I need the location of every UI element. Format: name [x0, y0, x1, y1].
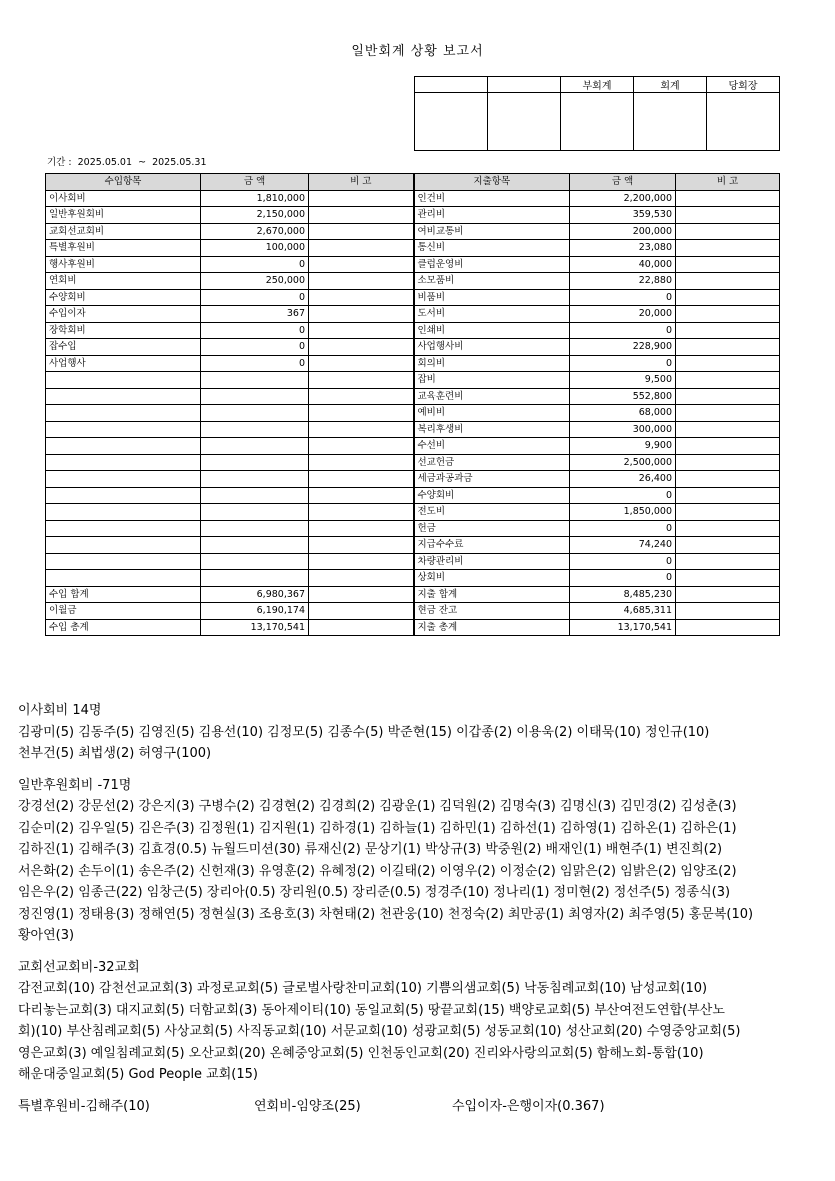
- ledger-row: [46, 207, 780, 224]
- expense-item: 예비비: [414, 405, 570, 422]
- expense-item: 지출 합계: [414, 586, 570, 603]
- income-item: [46, 421, 201, 438]
- income-amount: [201, 421, 309, 438]
- income-amount: 250,000: [201, 273, 309, 290]
- income-amount: 13,170,541: [201, 619, 309, 636]
- income-item: 이월금: [46, 603, 201, 620]
- header-expense-item: 지출항목: [414, 174, 570, 191]
- income-item: 행사후원비: [46, 256, 201, 273]
- expense-note: [676, 504, 780, 521]
- income-note: [309, 306, 414, 323]
- income-item: [46, 471, 201, 488]
- expense-note: [676, 454, 780, 471]
- general-line: 김순미(2) 김우일(5) 김은주(3) 김정원(1) 김지원(1) 김하경(1) 김하늘(1) 김하민(1) 김하선(1) 김하영(1) 김하온(1) 김하은(1): [18, 820, 737, 836]
- period: [47, 154, 207, 168]
- expense-item: 수선비: [414, 438, 570, 455]
- page-title: 일반회계 상황 보고서: [351, 44, 484, 59]
- expense-note: [676, 586, 780, 603]
- income-note: [309, 273, 414, 290]
- expense-item: 소모품비: [414, 273, 570, 290]
- period-label: 기간 :: [47, 157, 72, 168]
- income-amount: 0: [201, 355, 309, 372]
- expense-note: [676, 520, 780, 537]
- income-amount: [201, 487, 309, 504]
- income-amount: [201, 372, 309, 389]
- general-title: 일반후원회비 -71명: [18, 777, 132, 793]
- ledger-row: [46, 273, 780, 290]
- expense-note: [676, 421, 780, 438]
- general-line: 강경선(2) 강문선(2) 강은지(3) 구병수(2) 김경현(2) 김경희(2) 김광운(1) 김덕원(2) 김명숙(3) 김명신(3) 김민경(2) 김성춘(3): [18, 799, 737, 814]
- expense-amount: 200,000: [570, 223, 676, 240]
- income-item: 사업행사: [46, 355, 201, 372]
- income-note: [309, 372, 414, 389]
- general-line: 김하진(1) 김해주(3) 김효경(0.5) 뉴월드미션(30) 류재신(2) 문상기(1) 박상규(3) 박중원(2) 배재인(1) 배현주(1) 변진희(2): [18, 842, 723, 857]
- expense-note: [676, 553, 780, 570]
- ledger-row: [46, 553, 780, 570]
- income-amount: [201, 471, 309, 488]
- expense-note: [676, 355, 780, 372]
- income-item: [46, 570, 201, 587]
- income-amount: [201, 504, 309, 521]
- header-expense-note: 비 고: [676, 174, 780, 191]
- income-amount: 6,190,174: [201, 603, 309, 620]
- special-donation: 특별후원비-김해주(10): [18, 1098, 150, 1114]
- approval-header-treasurer: 회계: [634, 77, 707, 93]
- ledger-row: [46, 388, 780, 405]
- expense-item: 지출 총계: [414, 619, 570, 636]
- expense-amount: 9,900: [570, 438, 676, 455]
- income-amount: [201, 520, 309, 537]
- expense-item: 복리후생비: [414, 421, 570, 438]
- expense-item: 잡비: [414, 372, 570, 389]
- income-amount: 0: [201, 339, 309, 356]
- expense-item: 차량관리비: [414, 553, 570, 570]
- approval-box: [414, 76, 780, 151]
- expense-note: [676, 322, 780, 339]
- expense-note: [676, 388, 780, 405]
- approval-header-1: [415, 77, 488, 93]
- expense-item: 통신비: [414, 240, 570, 257]
- general-line: 정진영(1) 정태용(3) 정해연(5) 정현실(3) 조용호(3) 차현태(2) 천관웅(10) 천정숙(2) 최만공(1) 최영자(2) 최주영(5) 홍문복(10): [18, 906, 754, 922]
- expense-note: [676, 487, 780, 504]
- church-line: 다리놓는교회(3) 대지교회(5) 더함교회(3) 동아제이티(10) 동일교회(5) 땅끝교회(15) 백양로교회(5) 부산여전도연합(부산노: [18, 1002, 725, 1018]
- income-note: [309, 339, 414, 356]
- expense-note: [676, 306, 780, 323]
- approval-header-pastor: 당회장: [707, 77, 780, 93]
- income-amount: 6,980,367: [201, 586, 309, 603]
- income-note: [309, 619, 414, 636]
- income-item: [46, 438, 201, 455]
- income-amount: [201, 405, 309, 422]
- expense-amount: 74,240: [570, 537, 676, 554]
- income-item: 수입 합계: [46, 586, 201, 603]
- income-item: [46, 537, 201, 554]
- ledger-row: [46, 471, 780, 488]
- expense-item: 사업행사비: [414, 339, 570, 356]
- approval-header-vice-treasurer: 부회계: [561, 77, 634, 93]
- income-note: [309, 405, 414, 422]
- income-note: [309, 504, 414, 521]
- expense-note: [676, 471, 780, 488]
- expense-amount: 8,485,230: [570, 586, 676, 603]
- ledger-row: [46, 603, 780, 620]
- ledger-row: [46, 537, 780, 554]
- ledger-row: [46, 421, 780, 438]
- expense-amount: 359,530: [570, 207, 676, 224]
- income-note: [309, 471, 414, 488]
- expense-amount: 0: [570, 570, 676, 587]
- expense-note: [676, 372, 780, 389]
- income-item: 장학회비: [46, 322, 201, 339]
- ledger-row: [46, 240, 780, 257]
- income-note: [309, 487, 414, 504]
- expense-amount: 0: [570, 289, 676, 306]
- church-title: 교회선교회비-32교회: [18, 959, 140, 975]
- income-amount: [201, 454, 309, 471]
- expense-item: 수양회비: [414, 487, 570, 504]
- approval-sign-2: [488, 93, 561, 151]
- income-item: 특별후원비: [46, 240, 201, 257]
- approval-sign-1: [415, 93, 488, 151]
- expense-amount: 23,080: [570, 240, 676, 257]
- expense-amount: 68,000: [570, 405, 676, 422]
- notes: [18, 700, 818, 1118]
- header-income-item: 수입항목: [46, 174, 201, 191]
- expense-note: [676, 603, 780, 620]
- expense-amount: 2,500,000: [570, 454, 676, 471]
- income-amount: [201, 570, 309, 587]
- income-note: [309, 438, 414, 455]
- ledger-row: [46, 256, 780, 273]
- board-line: 김광미(5) 김동주(5) 김영진(5) 김용선(10) 김정모(5) 김종수(5) 박준현(15) 이갑종(2) 이용욱(2) 이태묵(10) 정인규(10): [18, 724, 710, 740]
- ledger-row: [46, 570, 780, 587]
- approval-header-2: [488, 77, 561, 93]
- ledger-table: [45, 173, 780, 636]
- church-line: 해운대중일교회(5) God People 교회(15): [18, 1067, 258, 1082]
- approval-sign-treasurer: [634, 93, 707, 151]
- expense-note: [676, 273, 780, 290]
- ledger-row: [46, 504, 780, 521]
- income-item: [46, 553, 201, 570]
- income-note: [309, 553, 414, 570]
- expense-note: [676, 405, 780, 422]
- expense-item: 회의비: [414, 355, 570, 372]
- expense-amount: 1,850,000: [570, 504, 676, 521]
- expense-item: 전도비: [414, 504, 570, 521]
- church-line: 회)(10) 부산침례교회(5) 사상교회(5) 사직동교회(10) 서문교회(10) 성광교회(5) 성동교회(10) 성산교회(20) 수영중앙교회(5): [18, 1024, 741, 1039]
- ledger-row: [46, 355, 780, 372]
- ledger-row: [46, 190, 780, 207]
- income-note: [309, 603, 414, 620]
- income-item: 연회비: [46, 273, 201, 290]
- header-expense-amount: 금 액: [570, 174, 676, 191]
- expense-amount: 20,000: [570, 306, 676, 323]
- expense-amount: 9,500: [570, 372, 676, 389]
- income-item: 일반후원회비: [46, 207, 201, 224]
- ledger-row: [46, 520, 780, 537]
- board-title: 이사회비 14명: [18, 703, 102, 718]
- expense-item: 현금 잔고: [414, 603, 570, 620]
- ledger-row: [46, 586, 780, 603]
- period-sep: ~: [138, 157, 147, 168]
- expense-note: [676, 223, 780, 240]
- income-amount: [201, 388, 309, 405]
- expense-item: 관리비: [414, 207, 570, 224]
- income-note: [309, 207, 414, 224]
- income-note: [309, 421, 414, 438]
- expense-note: [676, 570, 780, 587]
- income-amount: 100,000: [201, 240, 309, 257]
- expense-item: 인쇄비: [414, 322, 570, 339]
- income-amount: [201, 438, 309, 455]
- income-item: [46, 388, 201, 405]
- income-amount: 0: [201, 289, 309, 306]
- income-note: [309, 223, 414, 240]
- income-note: [309, 454, 414, 471]
- income-item: [46, 487, 201, 504]
- expense-amount: 300,000: [570, 421, 676, 438]
- period-start: 2025.05.01: [77, 157, 133, 168]
- income-note: [309, 520, 414, 537]
- ledger-row: [46, 289, 780, 306]
- expense-item: 헌금: [414, 520, 570, 537]
- income-amount: 2,150,000: [201, 207, 309, 224]
- expense-item: 여비교통비: [414, 223, 570, 240]
- expense-item: 선교헌금: [414, 454, 570, 471]
- approval-sign-pastor: [707, 93, 780, 151]
- general-line: 임은우(2) 임종근(22) 임창근(5) 장리아(0.5) 장리원(0.5) 장리준(0.5) 정경주(10) 정나리(1) 정미현(2) 정선주(5) 정종식(3): [18, 885, 731, 900]
- expense-item: 비품비: [414, 289, 570, 306]
- ledger-row: [46, 322, 780, 339]
- expense-item: 상회비: [414, 570, 570, 587]
- expense-amount: 0: [570, 487, 676, 504]
- ledger-row: [46, 454, 780, 471]
- income-note: [309, 289, 414, 306]
- income-amount: 1,810,000: [201, 190, 309, 207]
- income-amount: [201, 553, 309, 570]
- expense-note: [676, 339, 780, 356]
- expense-amount: 4,685,311: [570, 603, 676, 620]
- income-note: [309, 190, 414, 207]
- expense-amount: 0: [570, 322, 676, 339]
- expense-item: 인건비: [414, 190, 570, 207]
- expense-amount: 22,880: [570, 273, 676, 290]
- income-item: 교회선교회비: [46, 223, 201, 240]
- expense-note: [676, 438, 780, 455]
- interest-income: 수입이자-은행이자(0.367): [452, 1098, 605, 1114]
- expense-item: 도서비: [414, 306, 570, 323]
- expense-note: [676, 256, 780, 273]
- ledger-row: [46, 405, 780, 422]
- income-amount: 0: [201, 322, 309, 339]
- general-line: 서은화(2) 손두이(1) 송은주(2) 신헌재(3) 유영훈(2) 유혜정(2) 이길태(2) 이영우(2) 이정순(2) 임맑은(2) 임밝은(2) 임양조(2): [18, 863, 737, 879]
- income-item: 잡수입: [46, 339, 201, 356]
- church-line: 영은교회(3) 예일침례교회(5) 오산교회(20) 온혜중앙교회(5) 인천동인교회(20) 진리와사랑의교회(5) 함해노회-통합(10): [18, 1045, 704, 1061]
- approval-sign-vice-treasurer: [561, 93, 634, 151]
- period-end: 2025.05.31: [152, 157, 207, 168]
- expense-amount: 228,900: [570, 339, 676, 356]
- income-note: [309, 322, 414, 339]
- income-note: [309, 570, 414, 587]
- income-item: [46, 405, 201, 422]
- church-line: 감전교회(10) 감천선교교회(3) 과정로교회(5) 글로벌사랑찬미교회(10) 기쁨의샘교회(5) 낙동침례교회(10) 남성교회(10): [18, 981, 708, 996]
- header-income-amount: 금 액: [201, 174, 309, 191]
- income-amount: 0: [201, 256, 309, 273]
- general-line: 황아연(3): [18, 928, 75, 943]
- board-line: 천부건(5) 최법생(2) 허영구(100): [18, 746, 212, 761]
- expense-amount: 0: [570, 355, 676, 372]
- income-amount: 2,670,000: [201, 223, 309, 240]
- income-amount: 367: [201, 306, 309, 323]
- ledger-header-row: [46, 174, 780, 191]
- expense-amount: 0: [570, 553, 676, 570]
- income-amount: [201, 537, 309, 554]
- expense-amount: 26,400: [570, 471, 676, 488]
- expense-item: 교육훈련비: [414, 388, 570, 405]
- expense-item: 클럽운영비: [414, 256, 570, 273]
- income-note: [309, 355, 414, 372]
- income-item: [46, 504, 201, 521]
- expense-note: [676, 207, 780, 224]
- expense-note: [676, 240, 780, 257]
- expense-amount: 2,200,000: [570, 190, 676, 207]
- income-note: [309, 388, 414, 405]
- ledger-row: [46, 223, 780, 240]
- income-note: [309, 240, 414, 257]
- income-item: 이사회비: [46, 190, 201, 207]
- income-note: [309, 256, 414, 273]
- ledger-row: [46, 487, 780, 504]
- income-note: [309, 537, 414, 554]
- income-item: [46, 520, 201, 537]
- ledger-row: [46, 438, 780, 455]
- expense-amount: 40,000: [570, 256, 676, 273]
- expense-amount: 0: [570, 520, 676, 537]
- annual-fee: 연회비-임양조(25): [254, 1098, 361, 1114]
- expense-amount: 13,170,541: [570, 619, 676, 636]
- header-income-note: 비 고: [309, 174, 414, 191]
- misc-line: [18, 1096, 818, 1118]
- expense-note: [676, 289, 780, 306]
- expense-note: [676, 619, 780, 636]
- income-item: 수입 총계: [46, 619, 201, 636]
- expense-note: [676, 190, 780, 207]
- income-item: 수양회비: [46, 289, 201, 306]
- expense-amount: 552,800: [570, 388, 676, 405]
- income-note: [309, 586, 414, 603]
- ledger-row: [46, 339, 780, 356]
- ledger-row: [46, 619, 780, 636]
- expense-note: [676, 537, 780, 554]
- income-item: [46, 372, 201, 389]
- expense-item: 세금과공과금: [414, 471, 570, 488]
- expense-item: 지급수수료: [414, 537, 570, 554]
- income-item: [46, 454, 201, 471]
- ledger-row: [46, 306, 780, 323]
- ledger-row: [46, 372, 780, 389]
- income-item: 수입이자: [46, 306, 201, 323]
